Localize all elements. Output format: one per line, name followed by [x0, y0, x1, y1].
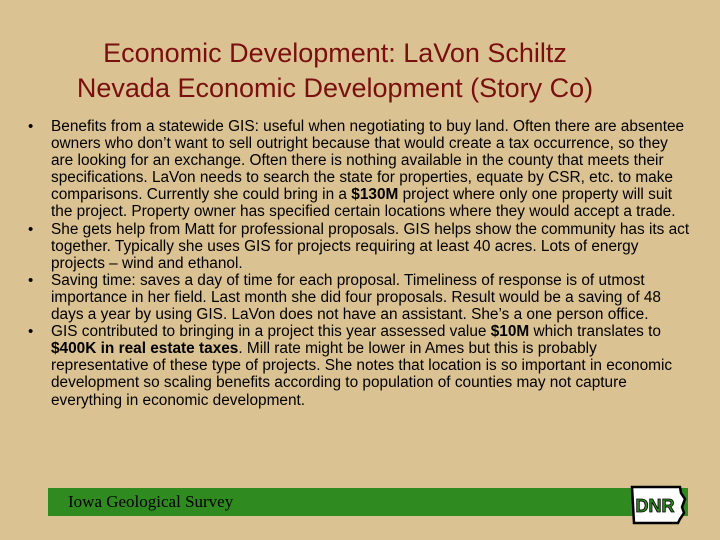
bullet-list	[28, 118, 693, 409]
bullet-text-part: Benefits from a statewide GIS: useful when negotiating to buy land. Often there are absentee owners who don’t want to sell outright because that would create a tax occurrence, so they are looking for an exchange. Often there is nothing available in the county that meets their specifications. LaVon needs to search the state for properties, equate by CSR, etc. to make comparisons. Currently she could bring in a	[51, 118, 685, 204]
bullet-text-part: GIS contributed to bringing in a project this year assessed value	[51, 323, 491, 341]
bullet-dot: •	[28, 323, 34, 341]
bullet-item	[28, 323, 693, 408]
bullet-item	[28, 221, 693, 272]
dnr-logo-icon	[628, 481, 688, 527]
title-line-1: Economic Development: LaVon Schiltz	[103, 38, 567, 68]
bullet-item	[28, 272, 693, 323]
bullet-text-bold: $10M	[490, 323, 530, 341]
bullet-dot: •	[28, 118, 34, 135]
bullet-text-bold: $130M	[351, 186, 399, 204]
bullet-text-part: which translates to	[529, 323, 661, 341]
bullet-text	[51, 118, 684, 220]
title-line-2: Nevada Economic Development (Story Co)	[76, 73, 594, 103]
footer-label: Iowa Geological Survey	[68, 492, 234, 511]
bullet-text-part: . Mill rate might be lower in Ames but this is probably representative of these type of projects. She notes that location is so important in economic development so scaling benefits according to population of counties may not capture everything in economic development.	[51, 340, 673, 409]
dnr-logo-text: DNR	[635, 496, 675, 516]
bullet-text-part: She gets help from Matt for professional proposals. GIS helps show the community has its act together. Typically she uses GIS for projects requiring at least 40 acres. Lots of energy projects – wind and ethanol.	[51, 220, 690, 272]
bullet-dot: •	[28, 271, 34, 289]
bullet-text	[51, 272, 661, 323]
bullet-text	[51, 221, 689, 272]
bullet-dot: •	[28, 220, 34, 238]
bullet-text-bold: $400K in real estate taxes	[51, 340, 239, 358]
bullet-text-part: Saving time: saves a day of time for each proposal. Timeliness of response is of utmost importance in her field. Last month she did four proposals. Result would be a saving of 48 days a year by using GIS. LaVon does not have an assistant. She’s a one person office.	[51, 271, 661, 324]
bullet-text	[51, 323, 672, 408]
bullet-item	[28, 118, 693, 221]
bullet-text-part: project where only one property will suit the project. Property owner has specified certain locations where they would accept a trade.	[51, 186, 676, 221]
slide-title	[0, 36, 670, 106]
